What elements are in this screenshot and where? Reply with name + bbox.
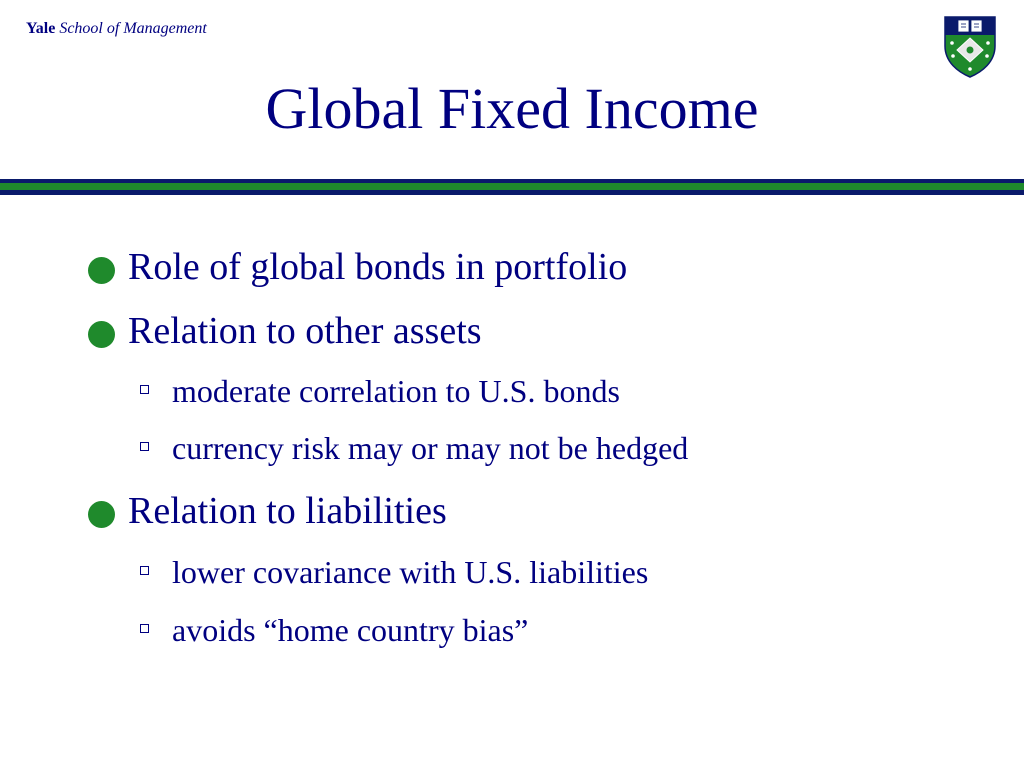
sub-bullet-text: moderate correlation to U.S. bonds (172, 373, 620, 409)
sub-bullet-text: lower covariance with U.S. liabilities (172, 554, 649, 590)
bullet-text: Role of global bonds in portfolio (128, 246, 628, 288)
sub-bullet-square-icon (140, 566, 149, 575)
bullet-dot-icon (88, 321, 115, 348)
bullet-text: Relation to liabilities (128, 490, 447, 532)
slide-title: Global Fixed Income (265, 76, 759, 141)
brand-yale: Yale (26, 20, 56, 37)
bullet-dot-icon (88, 257, 115, 284)
brand-line (26, 20, 207, 38)
yale-shield-icon (944, 16, 996, 78)
bullet-dot-icon (88, 501, 115, 528)
sub-bullet-square-icon (140, 442, 149, 451)
sub-bullet-square-icon (140, 385, 149, 394)
sub-bullet-text: currency risk may or may not be hedged (172, 430, 689, 466)
sub-bullet-text: avoids “home country bias” (172, 612, 529, 648)
header-divider (0, 179, 1024, 197)
sub-bullet-square-icon (140, 624, 149, 633)
brand-school: School of Management (59, 20, 207, 37)
bullet-text: Relation to other assets (128, 310, 482, 352)
